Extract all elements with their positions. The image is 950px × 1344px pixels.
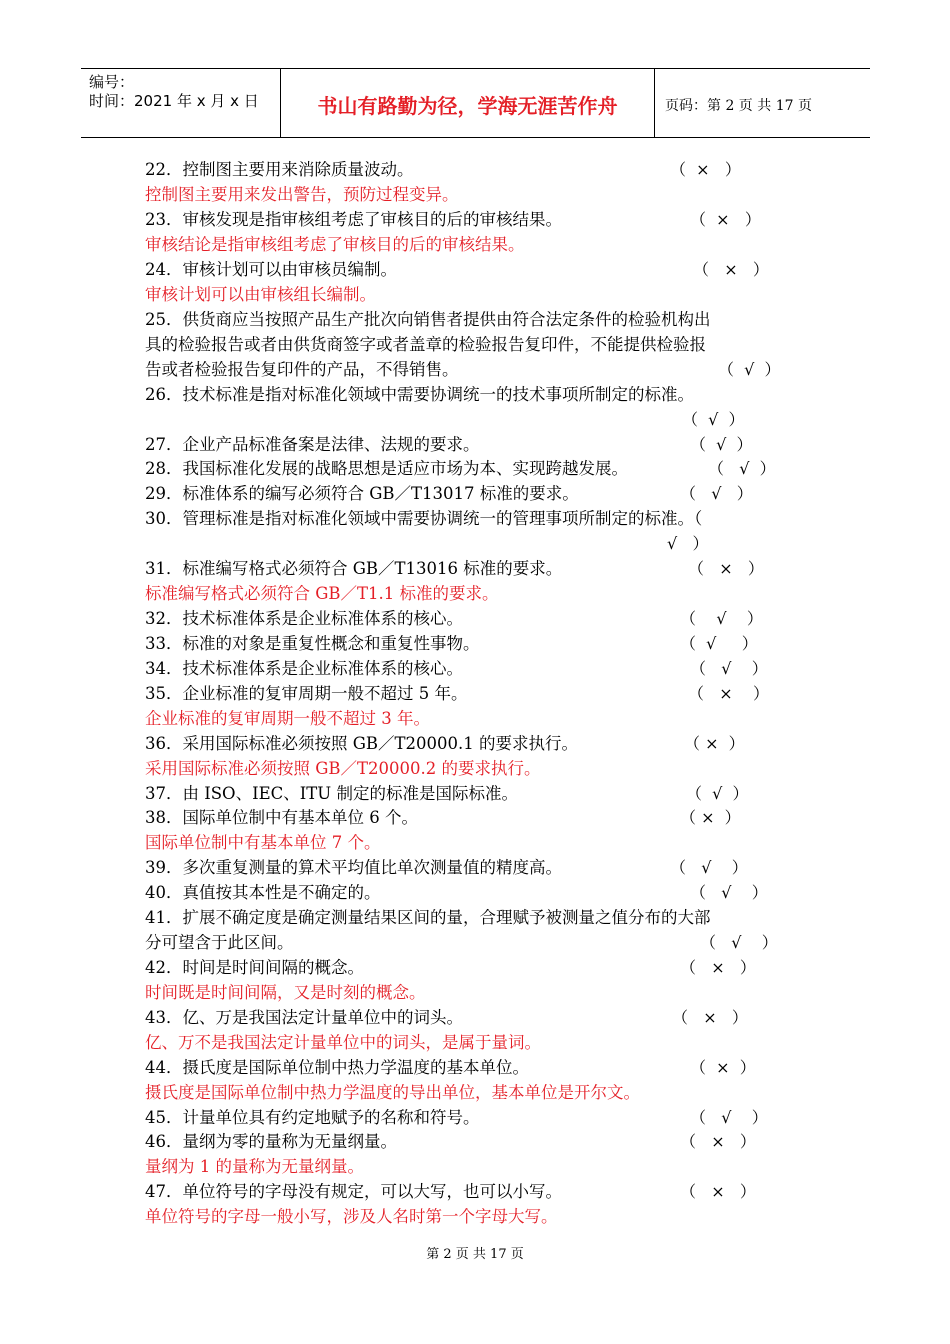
answer-mark-25: （ √ ） <box>718 360 781 379</box>
answer-mark-47: （ × ） <box>680 1182 756 1201</box>
correction-22: 控制图主要用来发出警告，预防过程变异。 <box>145 185 459 204</box>
answer-mark-41: （ √ ） <box>700 933 778 952</box>
page-footer: 第 2 页 共 17 页 <box>426 1247 524 1262</box>
correction-43: 亿、万不是我国法定计量单位中的词头，是属于量词。 <box>145 1033 541 1052</box>
question-36: 36．采用国际标准必须按照 GB／T20000.1 的要求执行。 <box>145 734 579 753</box>
correction-36: 采用国际标准必须按照 GB／T20000.2 的要求执行。 <box>145 759 541 778</box>
question-28: 28．我国标准化发展的战略思想是适应市场为本、实现跨越发展。 <box>145 459 628 478</box>
answer-mark-42: （ × ） <box>680 958 756 977</box>
question-42: 42．时间是时间间隔的概念。 <box>145 958 364 977</box>
question-23: 23．审核发现是指审核组考虑了审核目的后的审核结果。 <box>145 210 562 229</box>
answer-mark-36: （ × ） <box>684 734 745 753</box>
answer-mark-23: （ × ） <box>690 210 761 229</box>
header-page-cell <box>655 69 870 137</box>
document-code-label: 编号： <box>89 73 135 91</box>
question-46: 46．量纲为零的量称为无量纲量。 <box>145 1132 397 1151</box>
question-27: 27．企业产品标准备案是法律、法规的要求。 <box>145 435 480 454</box>
correction-46: 量纲为 1 的量称为无量纲量。 <box>145 1157 364 1176</box>
question-31: 31．标准编写格式必须符合 GB／T13016 标准的要求。 <box>145 559 563 578</box>
question-35: 35．企业标准的复审周期一般不超过 5 年。 <box>145 684 468 703</box>
correction-38: 国际单位制中有基本单位 7 个。 <box>145 833 381 852</box>
question-40: 40．真值按其本性是不确定的。 <box>145 883 381 902</box>
header-meta-cell <box>81 69 281 137</box>
answer-mark-38: （ × ） <box>680 808 741 827</box>
correction-35: 企业标准的复审周期一般不超过 3 年。 <box>145 709 430 728</box>
question-30: 30．管理标准是指对标准化领域中需要协调统一的管理事项所制定的标准。（ <box>145 509 703 528</box>
answer-mark-37: （ √ ） <box>686 784 749 803</box>
question-33: 33．标准的对象是重复性概念和重复性事物。 <box>145 634 480 653</box>
answer-mark-22: （ × ） <box>670 160 741 179</box>
answer-mark-44: （ × ） <box>690 1058 756 1077</box>
question-43: 43．亿、万是我国法定计量单位中的词头。 <box>145 1008 463 1027</box>
answer-mark-29: （ √ ） <box>680 484 753 503</box>
header-motto: 书山有路勤为径，学海无涯苦作舟 <box>317 94 618 118</box>
correction-24: 审核计划可以由审核组长编制。 <box>145 285 376 304</box>
header-page-info: 页码：第 2 页 共 17 页 <box>665 98 812 114</box>
question-45: 45．计量单位具有约定地赋予的名称和符号。 <box>145 1108 480 1127</box>
header-motto-cell <box>281 69 655 137</box>
answer-mark-43: （ × ） <box>672 1008 748 1027</box>
question-22: 22．控制图主要用来消除质量波动。 <box>145 160 414 179</box>
answer-mark-27: （ √ ） <box>690 435 753 454</box>
answer-mark-34: （ √ ） <box>690 659 768 678</box>
correction-47: 单位符号的字母一般小写，涉及人名时第一个字母大写。 <box>145 1207 558 1226</box>
question-25-line-3: 告或者检验报告复印件的产品，不得销售。 <box>145 360 459 379</box>
question-32: 32．技术标准体系是企业标准体系的核心。 <box>145 609 463 628</box>
question-24: 24．审核计划可以由审核员编制。 <box>145 260 397 279</box>
correction-44: 摄氏度是国际单位制中热力学温度的导出单位，基本单位是开尔文。 <box>145 1083 640 1102</box>
answer-mark-26: （ √ ） <box>682 410 745 429</box>
question-34: 34．技术标准体系是企业标准体系的核心。 <box>145 659 463 678</box>
question-38: 38．国际单位制中有基本单位 6 个。 <box>145 808 418 827</box>
answer-mark-31: （ × ） <box>688 559 764 578</box>
answer-mark-28: （ √ ） <box>708 459 776 478</box>
question-26: 26．技术标准是指对标准化领域中需要协调统一的技术事项所制定的标准。 <box>145 385 694 404</box>
correction-23: 审核结论是指审核组考虑了审核目的后的审核结果。 <box>145 235 525 254</box>
question-47: 47．单位符号的字母没有规定，可以大写，也可以小写。 <box>145 1182 562 1201</box>
document-date-label: 时间：2021 年 x 月 x 日 <box>89 92 259 110</box>
answer-mark-40: （ √ ） <box>690 883 768 902</box>
correction-42: 时间既是时间间隔，又是时刻的概念。 <box>145 983 426 1002</box>
question-29: 29．标准体系的编写必须符合 GB／T13017 标准的要求。 <box>145 484 579 503</box>
question-44: 44．摄氏度是国际单位制中热力学温度的基本单位。 <box>145 1058 529 1077</box>
page-header <box>81 68 870 138</box>
question-41-line-1: 41．扩展不确定度是确定测量结果区间的量，合理赋予被测量之值分布的大部 <box>145 908 711 927</box>
answer-mark-30: √ ） <box>667 534 709 553</box>
answer-mark-45: （ √ ） <box>690 1108 768 1127</box>
answer-mark-33: （ √ ） <box>680 634 758 653</box>
question-25-line-2: 具的检验报告或者由供货商签字或者盖章的检验报告复印件，不能提供检验报 <box>145 335 706 354</box>
question-37: 37．由 ISO、IEC、ITU 制定的标准是国际标准。 <box>145 784 518 803</box>
correction-31: 标准编写格式必须符合 GB／T1.1 标准的要求。 <box>145 584 499 603</box>
answer-mark-24: （ × ） <box>693 260 769 279</box>
answer-mark-46: （ × ） <box>680 1132 756 1151</box>
question-39: 39．多次重复测量的算术平均值比单次测量值的精度高。 <box>145 858 562 877</box>
question-41-line-2: 分可望含于此区间。 <box>145 933 294 952</box>
answer-mark-32: （ √ ） <box>680 609 763 628</box>
answer-mark-39: （ √ ） <box>670 858 748 877</box>
answer-mark-35: （ × ） <box>688 684 770 703</box>
question-25-line-1: 25．供货商应当按照产品生产批次向销售者提供由符合法定条件的检验机构出 <box>145 310 711 329</box>
